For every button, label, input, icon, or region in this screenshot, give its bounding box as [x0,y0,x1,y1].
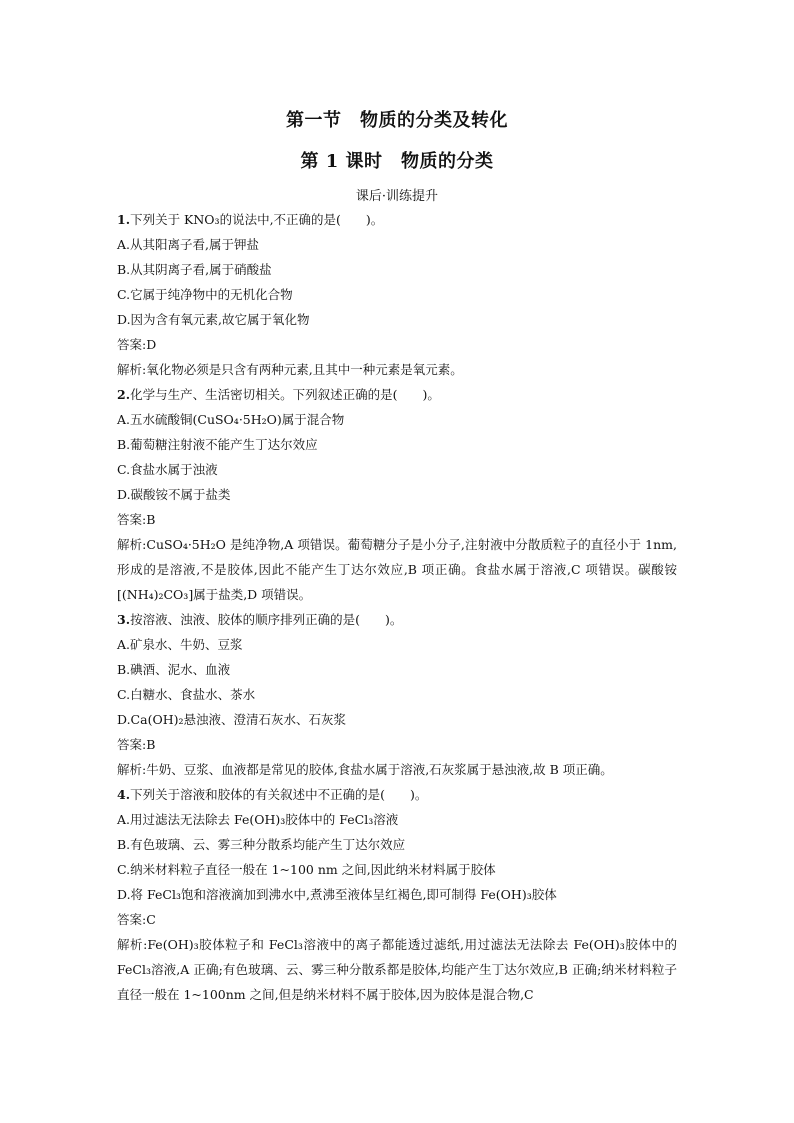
analysis-line [117,932,677,1007]
section-title: 第一节 物质的分类及转化 [286,110,508,131]
question-number: 3. [117,612,131,627]
question-text: 下列关于溶液和胶体的有关叙述中不正确的是( )。 [130,787,428,802]
option: D.将 FeCl₃饱和溶液滴加到沸水中,煮沸至液体呈红褐色,即可制得 Fe(OH)₃胶体 [117,887,557,902]
question-number: 4. [117,787,131,802]
question-text: 化学与生产、生活密切相关。下列叙述正确的是( )。 [130,387,440,402]
question-2 [117,382,677,607]
answer-label: 答案: [117,512,147,527]
answer-line [117,332,677,357]
option: B.碘酒、泥水、血液 [117,662,231,677]
option: C.白糖水、食盐水、茶水 [117,687,256,702]
question-stem [117,382,677,407]
option: D.因为含有氧元素,故它属于氧化物 [117,312,310,327]
option: D.碳酸铵不属于盐类 [117,487,231,502]
question-list [117,207,677,1007]
answer-label: 答案: [117,337,147,352]
option: A.矿泉水、牛奶、豆浆 [117,637,243,652]
question-1 [117,207,677,382]
subtitle: 课后·训练提升 [355,189,439,204]
lesson-title: 第 1 课时 物质的分类 [300,151,494,172]
question-text: 按溶液、浊液、胶体的顺序排列正确的是( )。 [130,612,403,627]
analysis-label: 解析: [117,762,147,777]
analysis-label: 解析: [117,362,147,377]
answer-value: B [146,737,156,752]
option: A.从其阳离子看,属于钾盐 [117,237,259,252]
question-stem [117,782,677,807]
answer-line [117,907,677,932]
answer-line [117,732,677,757]
option: A.用过滤法无法除去 Fe(OH)₃胶体中的 FeCl₃溶液 [117,812,399,827]
answer-value: B [146,512,156,527]
option: B.葡萄糖注射液不能产生丁达尔效应 [117,437,318,452]
analysis-line [117,357,677,382]
question-stem [117,607,677,632]
analysis-label: 解析: [117,537,147,552]
option: B.有色玻璃、云、雾三种分散系均能产生丁达尔效应 [117,837,406,852]
answer-value: C [146,912,156,927]
option: A.五水硫酸铜(CuSO₄·5H₂O)属于混合物 [117,412,345,427]
analysis-text: 氧化物必须是只含有两种元素,且其中一种元素是氧元素。 [146,362,463,377]
answer-label: 答案: [117,912,147,927]
question-number: 1. [117,212,131,227]
answer-value: D [146,337,157,352]
option: C.食盐水属于浊液 [117,462,218,477]
analysis-label: 解析: [117,937,148,952]
answer-label: 答案: [117,737,147,752]
question-3 [117,607,677,782]
analysis-line [117,532,677,607]
analysis-text: Fe(OH)₃胶体粒子和 FeCl₃溶液中的离子都能透过滤纸,用过滤法无法除去 Fe(OH)₃胶体中的 FeCl₃溶液,A 正确;有色玻璃、云、雾三种分散系都是胶体,均能产生丁达尔效应,B 正确;纳米材料粒子直径一般在 1~100nm 之间,但是纳米材料不属于胶体,因为胶体是混合物,C [117,937,677,1002]
question-stem [117,207,677,232]
option: C.它属于纯净物中的无机化合物 [117,287,293,302]
answer-line [117,507,677,532]
option: D.Ca(OH)₂悬浊液、澄清石灰水、石灰浆 [117,712,346,727]
analysis-text: CuSO₄·5H₂O 是纯净物,A 项错误。葡萄糖分子是小分子,注射液中分散质粒子的直径小于 1nm,形成的是溶液,不是胶体,因此不能产生丁达尔效应,B 项正确。食盐水属于溶液,C 项错误。碳酸铵[(NH₄)₂CO₃]属于盐类,D 项错误。 [117,537,678,602]
analysis-line [117,757,677,782]
option: C.纳米材料粒子直径一般在 1~100 nm 之间,因此纳米材料属于胶体 [117,862,496,877]
question-4 [117,782,677,1007]
option: B.从其阴离子看,属于硝酸盐 [117,262,272,277]
question-text: 下列关于 KNO₃的说法中,不正确的是( )。 [130,212,384,227]
analysis-text: 牛奶、豆浆、血液都是常见的胶体,食盐水属于溶液,石灰浆属于悬浊液,故 B 项正确。 [146,762,613,777]
question-number: 2. [117,387,131,402]
